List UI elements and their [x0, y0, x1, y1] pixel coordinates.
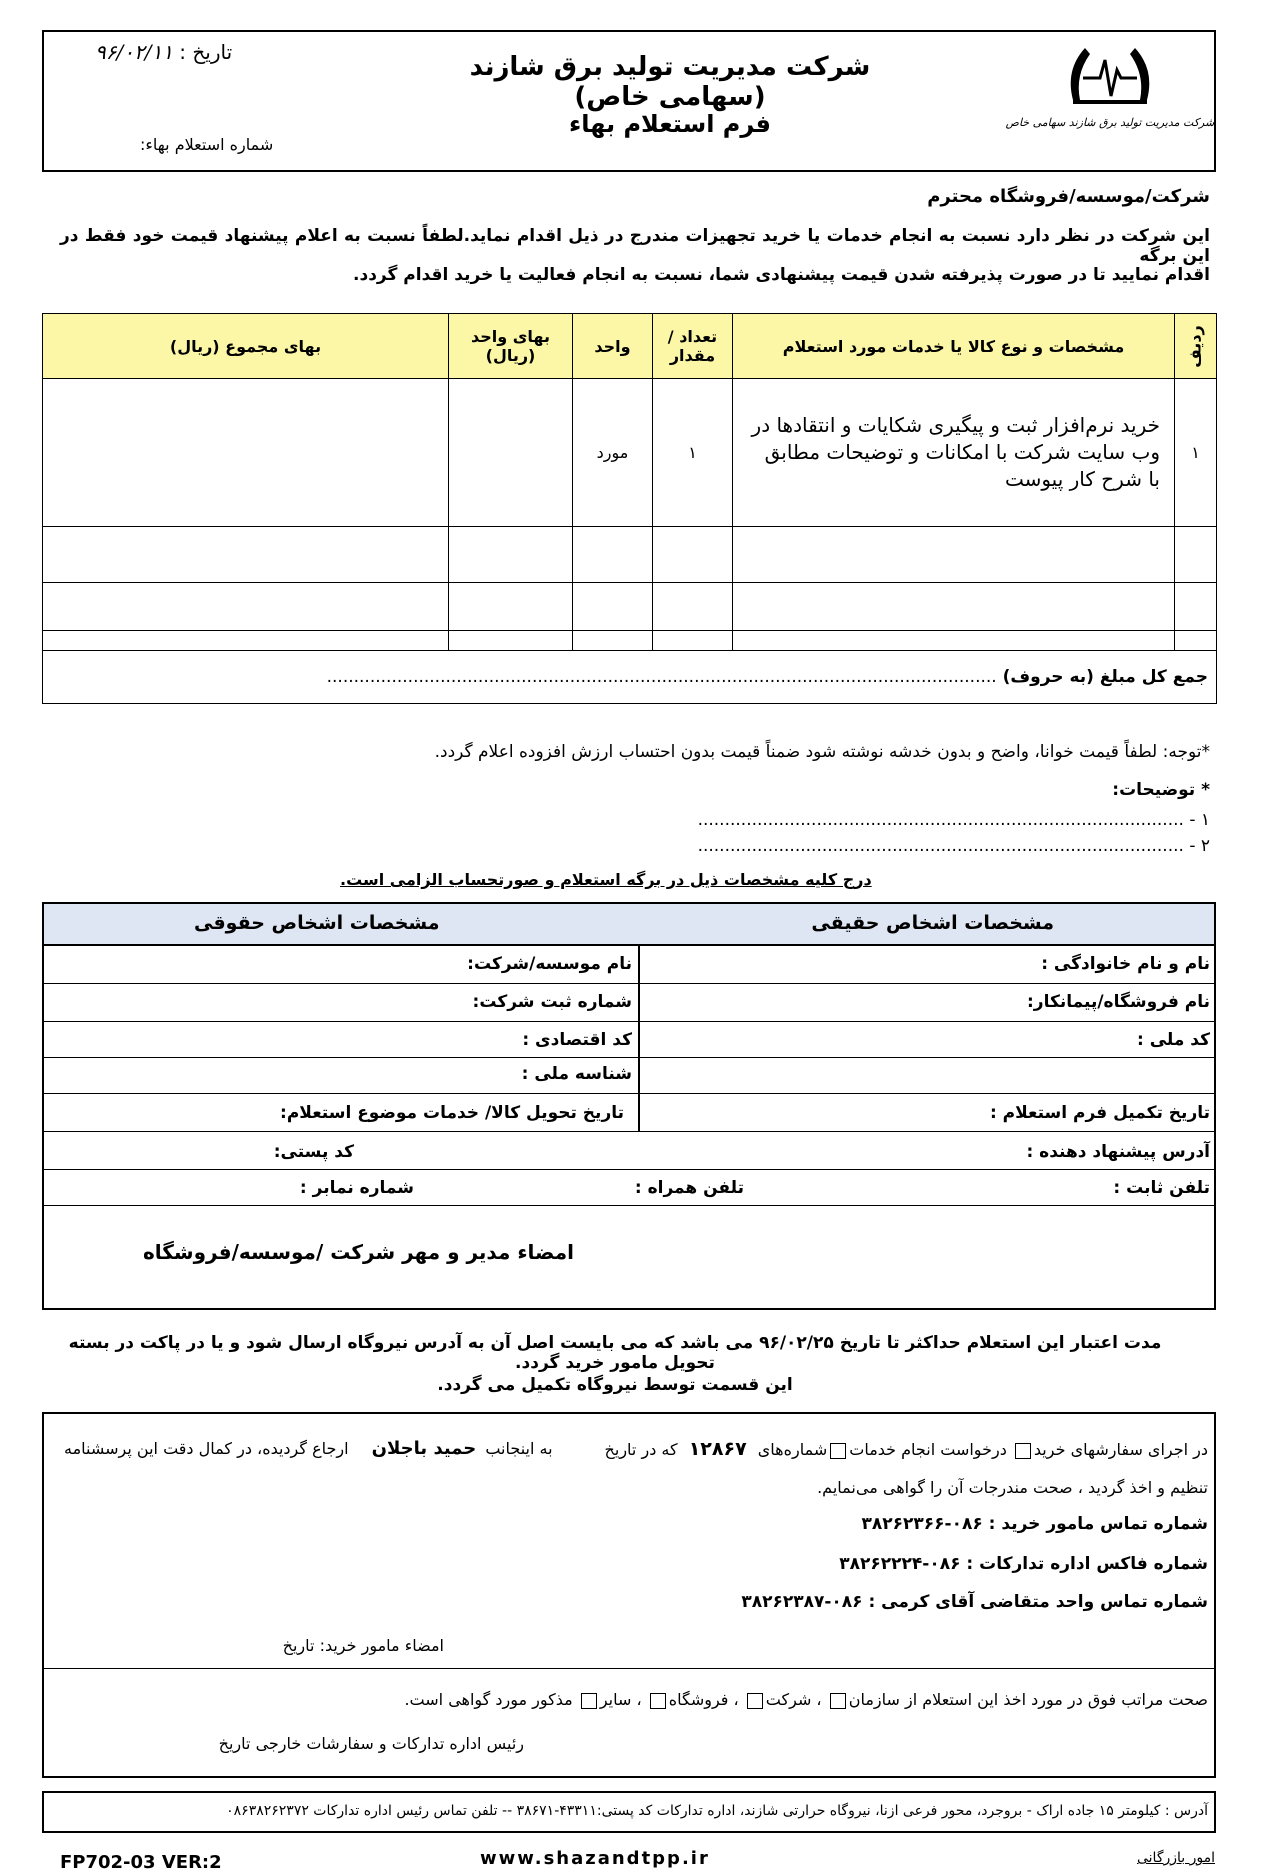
date-value: ۹۶/۰۲/۱۱ [95, 40, 173, 64]
delivery-date-label[interactable]: تاریخ تحویل کالا/ خدمات موضوع استعلام: [280, 1103, 624, 1123]
date-label: تاریخ : [179, 40, 233, 64]
landline-label[interactable]: تلفن ثابت : [1113, 1178, 1210, 1198]
other-checkbox[interactable] [581, 1693, 597, 1709]
form-code: FP702-03 VER:2 [60, 1852, 222, 1873]
persons-details [42, 902, 1216, 1310]
officer-line: به اینجانب حمید باجلان ارجاع گردیده، در کمال دقت این پرسشنامه [64, 1438, 553, 1459]
row-name [44, 946, 1214, 984]
website-link[interactable]: www.shazandtpp.ir [480, 1848, 710, 1869]
table-row-empty [43, 631, 1217, 651]
date-field [95, 40, 232, 64]
postal-code-label[interactable]: کد پستی: [273, 1142, 354, 1162]
department-label: امور بازرگانی [1136, 1850, 1215, 1866]
real-persons-header: مشخصات اشخاص حقیقی [811, 912, 1054, 934]
head-signature[interactable]: رئیس اداره تدارکات و سفارشات خارجی تاریخ [218, 1734, 524, 1753]
purchase-order-checkbox[interactable] [1015, 1443, 1031, 1459]
fax-label[interactable]: شماره نمابر : [299, 1178, 414, 1198]
cell-unit-price[interactable] [449, 379, 573, 527]
requester-contact: شماره تماس واحد متقاضی آقای کرمی : ۰۸۶-۳۸۲۶۲۳۸۷ [741, 1592, 1208, 1612]
store-name-label[interactable]: نام فروشگاه/پیمانکار: [1027, 992, 1210, 1012]
explanation-item-2[interactable]: ۲ - .......................................................................................... [697, 836, 1210, 856]
recipient-line: شرکت/موسسه/فروشگاه محترم [927, 186, 1210, 207]
cell-unit: مورد [573, 379, 653, 527]
cell-total-price[interactable] [43, 379, 449, 527]
officer-signature[interactable]: امضاء مامور خرید: تاریخ [282, 1636, 444, 1655]
explanations-label: * توضیحات: [1112, 780, 1210, 800]
purchase-contact: شماره تماس مامور خرید : ۰۸۶-۳۸۲۶۲۳۶۶ [861, 1514, 1208, 1534]
economic-code-label[interactable]: کد اقتصادی : [522, 1030, 632, 1050]
bidder-address-label[interactable]: آدرس پیشنهاد دهنده : [1026, 1142, 1210, 1162]
total-label: جمع کل مبلغ (به حروف) [1002, 667, 1208, 687]
row-address [44, 1132, 1214, 1170]
cell-spec: خرید نرم‌افزار ثبت و پیگیری شکایات و انتقادها در وب سایت شرکت با امکانات و توضیحات مطابق با شرح کار پیوست [733, 379, 1175, 527]
row-phones [44, 1170, 1214, 1206]
items-table [42, 313, 1217, 704]
total-row [43, 651, 1217, 704]
cell-qty: ۱ [653, 379, 733, 527]
registration-label[interactable]: شماره ثبت شرکت: [472, 992, 632, 1012]
manager-signature-label[interactable]: امضاء مدیر و مهر شرکت /موسسه/فروشگاه [142, 1240, 574, 1264]
cell-row-number: ۱ [1175, 379, 1217, 527]
intro-line-2: اقدام نمایید تا در صورت پذیرفته شدن قیمت پیشنهادی شما، نسبت به انجام فعالیت یا خرید اقدام گردد. [353, 265, 1210, 285]
order-line: در اجرای سفارشهای خرید درخواست انجام خدماتشماره‌های ۱۲۸۶۷ که در تاریخ [604, 1438, 1208, 1460]
completion-date-label[interactable]: تاریخ تکمیل فرم استعلام : [989, 1103, 1210, 1123]
table-row-empty [43, 583, 1217, 631]
row-national-id [44, 1058, 1214, 1094]
row-national-code [44, 1022, 1214, 1058]
company-checkbox[interactable] [747, 1693, 763, 1709]
plant-address: آدرس : کیلومتر ۱۵ جاده اراک - بروجرد، محور فرعی ازنا، نیروگاه حرارتی شازند، اداره تدارکات کد پستی:۴۳۳۱۱-۳۸۶۷۱ -- تلفن تماس رئیس اداره تدارکات ۰۸۶۳۸۲۶۲۳۷۲ [226, 1803, 1208, 1819]
procurement-section [42, 1412, 1216, 1778]
explanation-item-1[interactable]: ۱ - .......................................................................................... [697, 810, 1210, 830]
intro-line-1: این شرکت در نظر دارد نسبت به انجام خدمات یا خرید تجهیزات مندرج در ذیل اقدام نماید.لطفاً نسبت به اعلام پیشنهاد قیمت خود فقط در این برگه [60, 226, 1210, 266]
plant-section-note: این قسمت توسط نیروگاه تکمیل می گردد. [437, 1375, 793, 1395]
header-total-price: بهای مجموع (ریال) [43, 314, 449, 379]
certification-line: صحت مراتب فوق در مورد اخذ این استعلام از سازمان ، شرکت ، فروشگاه ، سایر مذکور مورد گواهی است. [404, 1690, 1208, 1709]
header-row-number: ردیف [1175, 314, 1217, 379]
table-row [43, 379, 1217, 527]
header-qty: تعداد / مقدار [653, 314, 733, 379]
total-amount-words[interactable]: جمع کل مبلغ (به حروف) ............................................................................................................................ [43, 651, 1217, 704]
national-code-label[interactable]: کد ملی : [1136, 1030, 1210, 1050]
certify-line: تنظیم و اخذ گردید ، صحت مندرجات آن را گواهی می‌نمایم. [817, 1478, 1208, 1497]
mobile-label[interactable]: تلفن همراه : [634, 1178, 744, 1198]
logo-caption: شرکت مدیریت تولید برق شازند سهامی خاص [1005, 116, 1215, 129]
price-note: *توجه: لطفاً قیمت خوانا، واضح و بدون خدشه نوشته شود ضمناً قیمت بدون احتساب ارزش افزوده اعلام گردد. [434, 742, 1210, 762]
header-unit-price: بهای واحد (ریال) [449, 314, 573, 379]
officer-name: حمید باجلان [371, 1438, 477, 1459]
order-number: ۱۲۸۶۷ [688, 1438, 747, 1460]
organization-checkbox[interactable] [830, 1693, 846, 1709]
store-checkbox[interactable] [650, 1693, 666, 1709]
address-box [42, 1791, 1216, 1833]
fax-contact: شماره فاکس اداره تدارکات : ۰۸۶-۳۸۲۶۲۲۲۴ [839, 1554, 1208, 1574]
mandatory-note: درج کلیه مشخصات ذیل در برگه استعلام و صورتحساب الزامی است. [340, 870, 872, 889]
institute-name-label[interactable]: نام موسسه/شرکت: [467, 954, 632, 974]
national-id-label[interactable]: شناسه ملی : [521, 1064, 632, 1084]
persons-header [44, 904, 1214, 946]
service-request-checkbox[interactable] [830, 1443, 846, 1459]
inquiry-number-label: شماره استعلام بهاء: [140, 135, 274, 154]
form-title: فرم استعلام بهاء [568, 110, 772, 138]
header-unit: واحد [573, 314, 653, 379]
name-label[interactable]: نام و نام خانوادگی : [1041, 954, 1210, 974]
row-dates [44, 1094, 1214, 1132]
company-name: شرکت مدیریت تولید برق شازند (سهامی خاص) [469, 52, 871, 112]
legal-persons-header: مشخصات اشخاص حقوقی [194, 912, 440, 934]
header-spec: مشخصات و نوع کالا یا خدمات مورد استعلام [733, 314, 1175, 379]
row-store [44, 984, 1214, 1022]
company-logo [1005, 40, 1215, 135]
table-row-empty [43, 527, 1217, 583]
validity-note: مدت اعتبار این استعلام حداکثر تا تاریخ ۹۶/۰۲/۲۵ می باشد که می بایست اصل آن به آدرس نیروگاه ارسال شود و یا در پاکت در بسته تحویل مامور خرید گردد. [68, 1333, 1162, 1373]
